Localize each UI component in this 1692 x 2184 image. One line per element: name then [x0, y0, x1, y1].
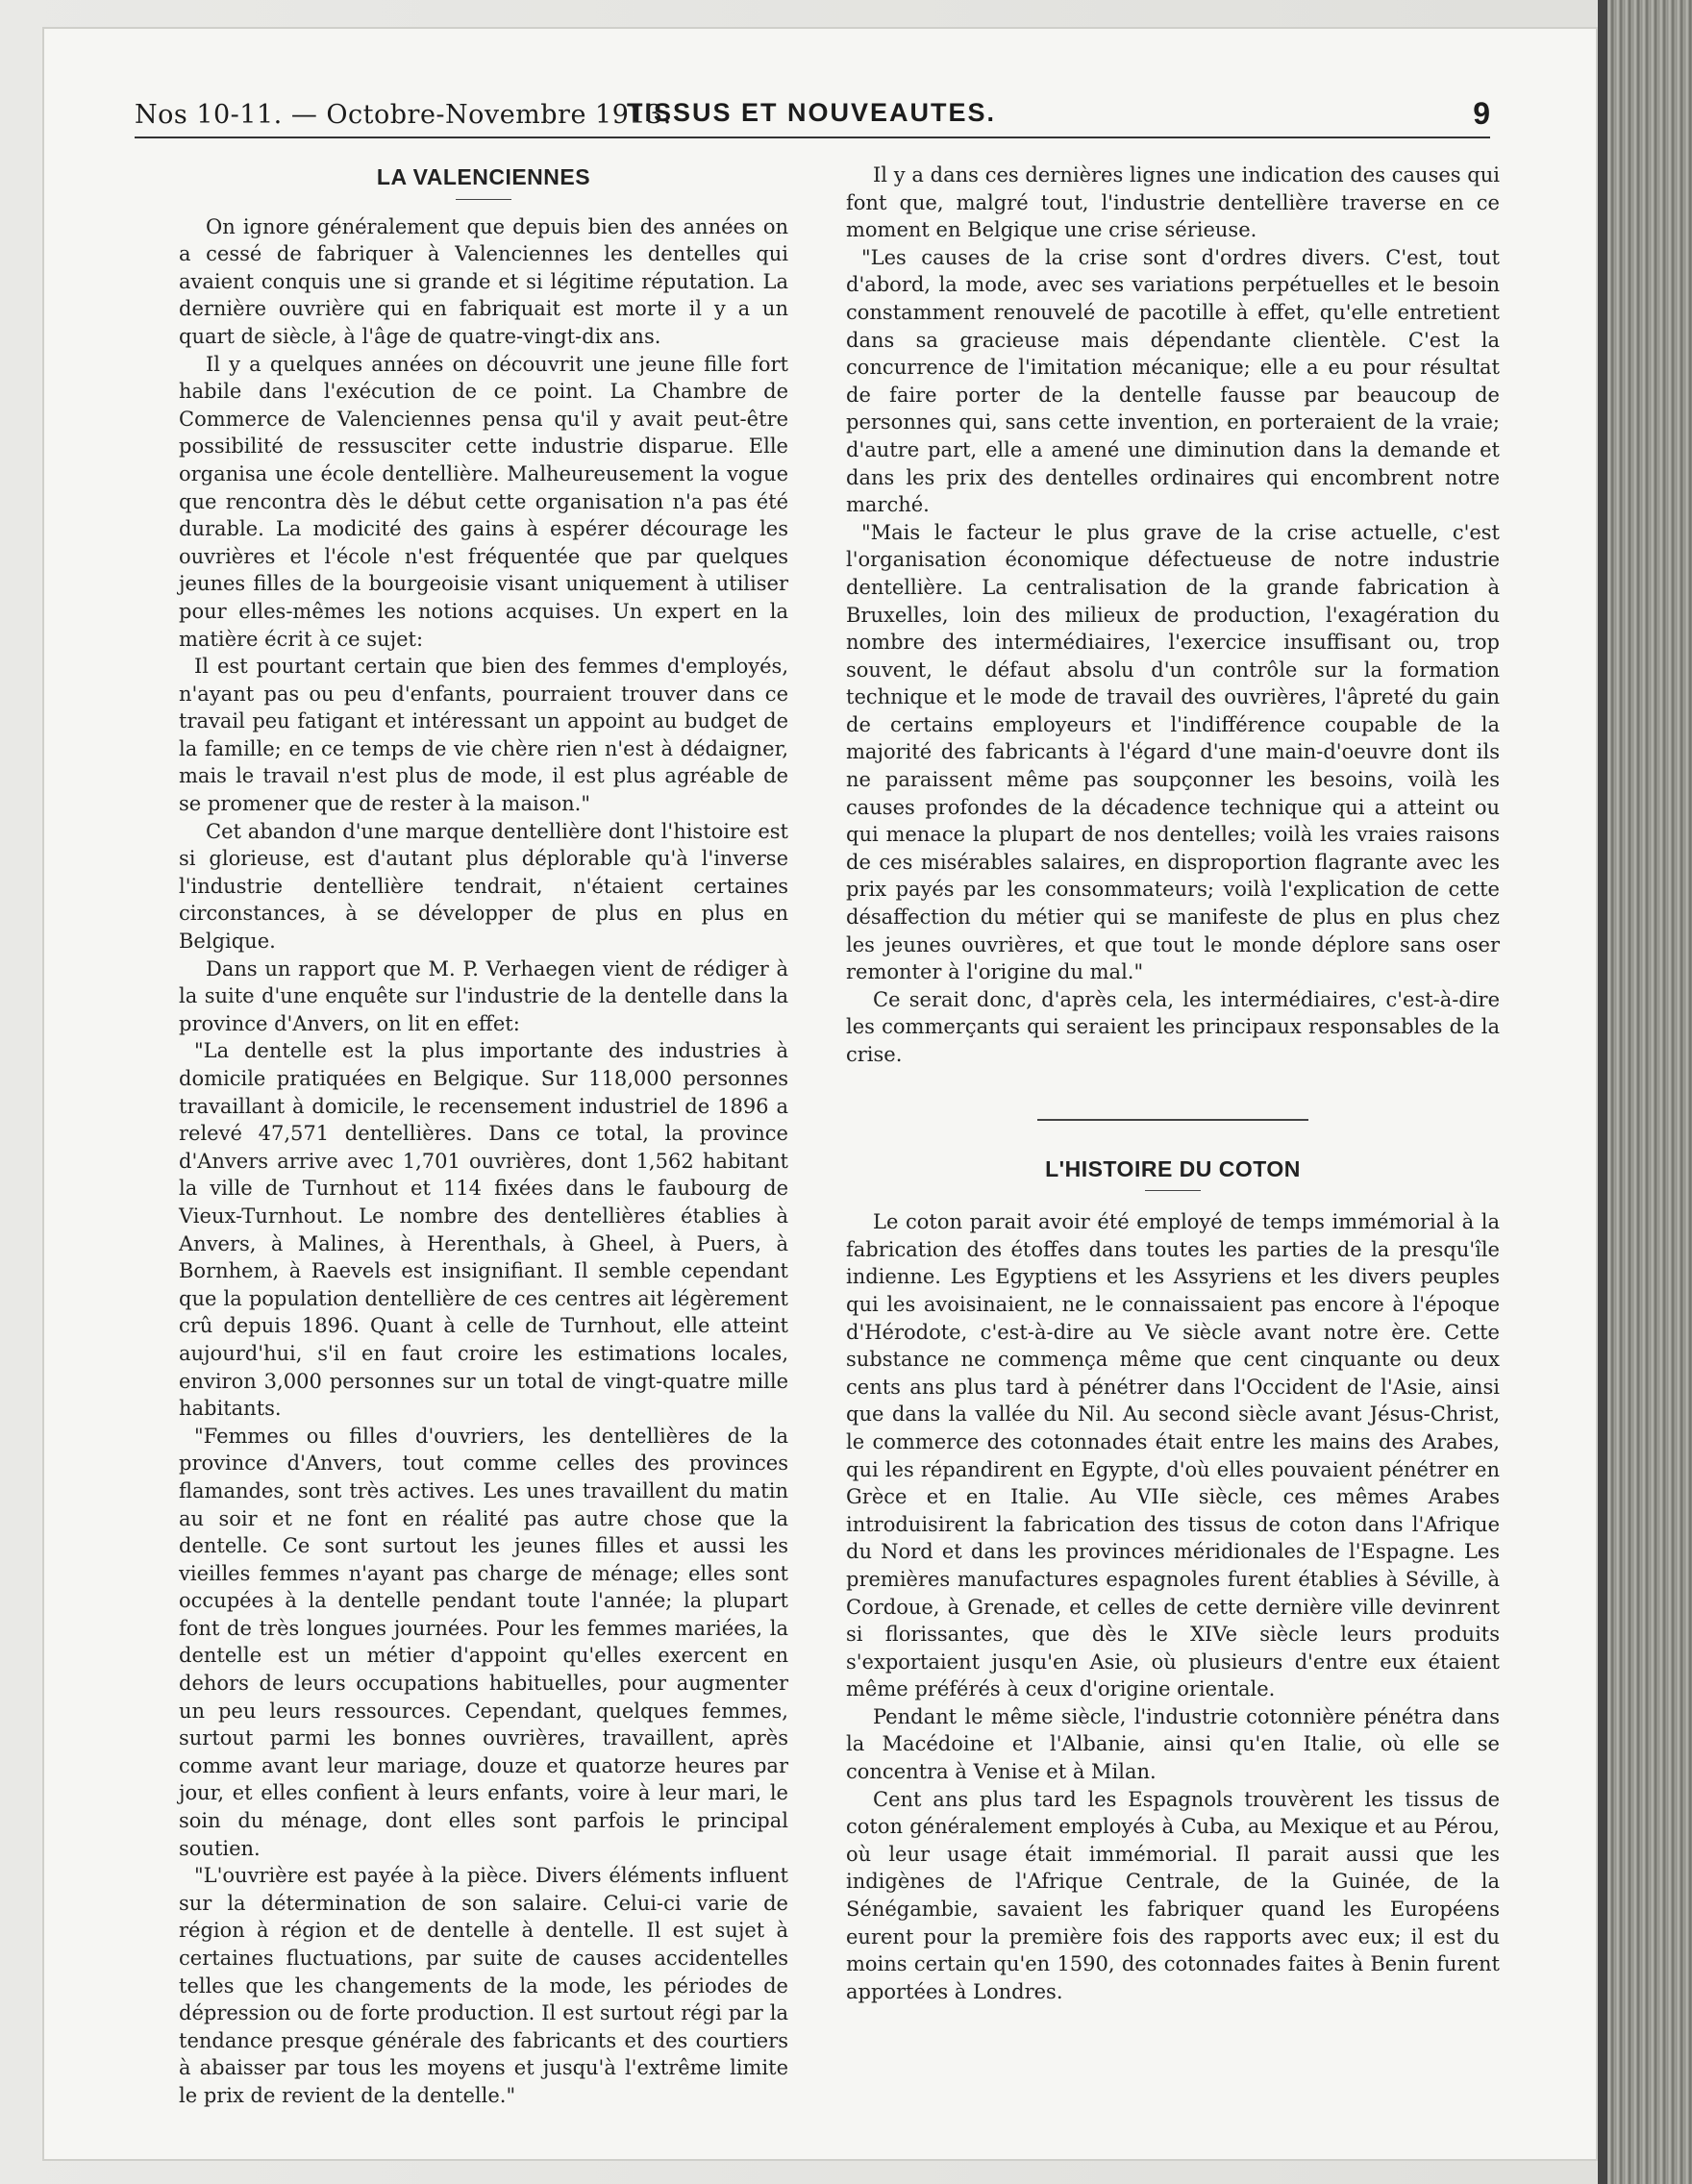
paragraph: Dans un rapport que M. P. Verhaegen vient de rédiger à la suite d'une enquête sur l'industrie de la dentelle dans la province d'Anvers, on lit en effet:	[179, 956, 788, 1035]
paragraph: Pendant le même siècle, l'industrie cotonnière pénétra dans la Macédoine et l'Albanie, ainsi qu'en Italie, où elle se concentra à Venise et à Milan.	[846, 1704, 1500, 1784]
paragraph: "La dentelle est la plus importante des industries à domicile pratiquées en Belgique. Sur 118,000 personnes travaillant à domicile, le recensement industriel de 1896 a relevé 47,571 dentellières. Dans ce total, la province d'Anvers arrive avec 1,701 ouvrières, dont 1,562 habitant la ville de Turnhout et 114 fixées dans le faubourg de Vieux-Turnhout. Le nombre des dentellières établies à Anvers, à Malines, à Herenthals, à Gheel, à Puers, à Bornhem, à Raevels est insignifiant. Il semble cependant que la population dentellière de ces centres ait légèrement crû depuis 1896. Quant à celle de Turnhout, elle atteint aujourd'hui, s'il en faut croire les estimations locales, environ 3,000 personnes sur un total de vingt-quatre mille habitants.	[179, 1039, 788, 1421]
running-head	[135, 96, 1490, 135]
paragraph: "Mais le facteur le plus grave de la crise actuelle, c'est l'organisation économique défectueuse de notre industrie dentellière. La centralisation de la grande fabrication à Bruxelles, loin des milieux de production, l'exagération du nombre des intermédiaires, l'exercice insuffisant ou, trop souvent, le défaut absolu d'un contrôle sur la formation technique et le mode de travail des ouvrières, l'âpreté du gain de certains employeurs et l'indifférence coupable de la majorité des fabricants à l'égard d'une main-d'oeuvre dont ils ne paraissent même pas soupçonner les besoins, voilà les causes profondes de la décadence technique qui a atteint ou qui menace la plupart de nos dentelles; voilà les vraies raisons de ces misérables salaires, en disproportion flagrante avec les prix payés par les consommateurs; voilà l'explication de cette désaffection du métier qui se manifeste de plus en plus chez les jeunes ouvrières, et que tout le monde déplore sans oser remonter à l'origine du mal."	[846, 520, 1500, 984]
paragraph: Il est pourtant certain que bien des femmes d'employés, n'ayant pas ou peu d'enfants, pourraient trouver dans ce travail peu fatigant et intéressant un appoint au budget de la famille; en ce temps de vie chère rien n'est à dédaigner, mais le travail n'est plus de mode, il est plus agréable de se promener que de rester à la maison."	[179, 655, 788, 816]
journal-title: TISSUS ET NOUVEAUTES.	[627, 98, 997, 127]
book-spine	[1598, 0, 1692, 2184]
paragraph: Ce serait donc, d'après cela, les intermédiaires, c'est-à-dire les commerçants qui seraient les principaux responsables de la crise.	[846, 987, 1500, 1066]
paragraph: "Femmes ou filles d'ouvriers, les dentellières de la province d'Anvers, tout comme celles des provinces flamandes, sont très actives. Les unes travaillent du matin au soir et ne font en réalité pas autre chose que la dentelle. Ce sont surtout les jeunes filles et aussi les vieilles femmes n'ayant pas charge de ménage; elles sont occupées à la dentelle pendant toute l'année; la plupart font de très longues journées. Pour les femmes mariées, la dentelle est un métier d'appoint qu'elles exercent en dehors de leurs occupations habituelles, pour augmenter un peu leurs ressources. Cependant, quelques femmes, surtout parmi les bonnes ouvrières, travaillent, après comme avant leur mariage, douze et quatorze heures par jour, et elles confient à leurs enfants, voire à leur mari, le soin du ménage, dont elles sont parfois le principal soutien.	[179, 1424, 788, 1860]
article-title-valenciennes: LA VALENCIENNES	[376, 164, 591, 189]
header-rule	[135, 136, 1490, 138]
paragraph: Cent ans plus tard les Espagnols trouvèrent les tissus de coton généralement employés à Cuba, au Mexique et au Pérou, où leur usage était immémorial. Il parait aussi que les indigènes de l'Afrique Centrale, de la Guinée, de la Sénégambie, savaient les fabriquer quand les Européens eurent pour la première fois des rapports avec eux; il est du moins certain qu'en 1590, des cotonnades faites à Benin furent apportées à Londres.	[846, 1787, 1500, 2003]
article-title-coton: L'HISTOIRE DU COTON	[1045, 1155, 1301, 1181]
paragraph: Le coton parait avoir été employé de temps immémorial à la fabrication des étoffes dans toutes les parties de la presqu'île indienne. Les Egyptiens et les Assyriens et les divers peuples qui les avoisinaient, ne le connaissaient pas encore à l'époque d'Hérodote, c'est-à-dire au Ve siècle avant notre ère. Cette substance ne commença même que cent cinquante ou deux cents ans plus tard à pénétrer dans l'Occident de l'Asie, ainsi que dans la vallée du Nil. Au second siècle avant Jésus-Christ, le commerce des cotonnades était entre les mains des Arabes, qui les répandirent en Egypte, d'où elles pouvaient pénétrer en Grèce et en Italie. Au VIIe siècle, ces mêmes Arabes introduisirent la fabrication des tissus de coton dans l'Afrique du Nord et dans les provinces méridionales de l'Espagne. Les premières manufactures espagnoles furent établies à Séville, à Cordoue, à Grenade, et celles de cette dernière ville devinrent si florissantes, que dès le XIVe siècle leurs produits s'exportaient jusqu'en Asie, où plusieurs d'entre eux étaient même préférés à ceux d'origine orientale.	[846, 1210, 1500, 1701]
title-rule	[456, 199, 511, 200]
paragraph: "Les causes de la crise sont d'ordres divers. C'est, tout d'abord, la mode, avec ses variations perpétuelles et le besoin constamment renouvelé de pacotille à effet, qu'elle entretient dans sa gracieuse mais dépendante clientèle. C'est la concurrence de l'imitation mécanique; elle a eu pour résultat de faire porter de la dentelle fausse par beaucoup de personnes qui, sans cette invention, en porteraient de la vraie; d'autre part, elle a amené une diminution dans la demande et dans les prix des dentelles ordinaires qui encombrent notre marché.	[846, 245, 1500, 517]
title-rule	[1145, 1190, 1201, 1191]
paragraph: Il y a dans ces dernières lignes une indication des causes qui font que, malgré tout, l'industrie dentellière traverse en ce moment en Belgique une crise sérieuse.	[846, 163, 1500, 242]
paragraph: On ignore généralement que depuis bien des années on a cessé de fabriquer à Valenciennes les dentelles qui avaient conquis une si grande et si légitime réputation. La dernière ouvrière qui en fabriquait est morte il y a un quart de siècle, à l'âge de quatre-vingt-dix ans.	[179, 214, 788, 348]
paragraph: "L'ouvrière est payée à la pièce. Divers éléments influent sur la détermination de son salaire. Celui-ci varie de région à région et de dentelle à dentelle. Il est sujet à certaines fluctuations, par suite de causes accidentelles telles que les changements de la mode, les périodes de dépression ou de forte production. Il est surtout régi par la tendance presque générale des fabricants et des courtiers à abaisser par tous les moyens et jusqu'à l'extrême limite le prix de revient de la dentelle."	[179, 1864, 788, 2107]
right-column	[846, 161, 1500, 2005]
left-column	[179, 161, 788, 2110]
gutter-shadow	[1598, 0, 1607, 2184]
section-separator	[1037, 1119, 1308, 1121]
paragraph: Il y a quelques années on découvrit une jeune fille fort habile dans l'exécution de ce point. La Chambre de Commerce de Valenciennes pensa qu'il y avait peut-être possibilité de ressusciter cette industrie disparue. Elle organisa une école dentellière. Malheureusement la vogue que rencontra dès le début cette organisation n'a pas été durable. La modicité des gains à espérer décourage les ouvrières et l'école n'est fréquentée que par quelques jeunes filles de la bourgeoisie visant uniquement à utiliser pour elles-mêmes les notions acquises. Un expert en la matière écrit à ce sujet:	[179, 352, 788, 651]
issue-line: Nos 10-11. — Octobre-Novembre 1913.	[135, 100, 672, 130]
page-number: 9	[1473, 96, 1490, 131]
paragraph: Cet abandon d'une marque dentellière dont l'histoire est si glorieuse, est d'autant plus déplorable qu'à l'inverse l'industrie dentellière tendrait, n'étaient certaines circonstances, à se développer de plus en plus en Belgique.	[179, 819, 788, 954]
